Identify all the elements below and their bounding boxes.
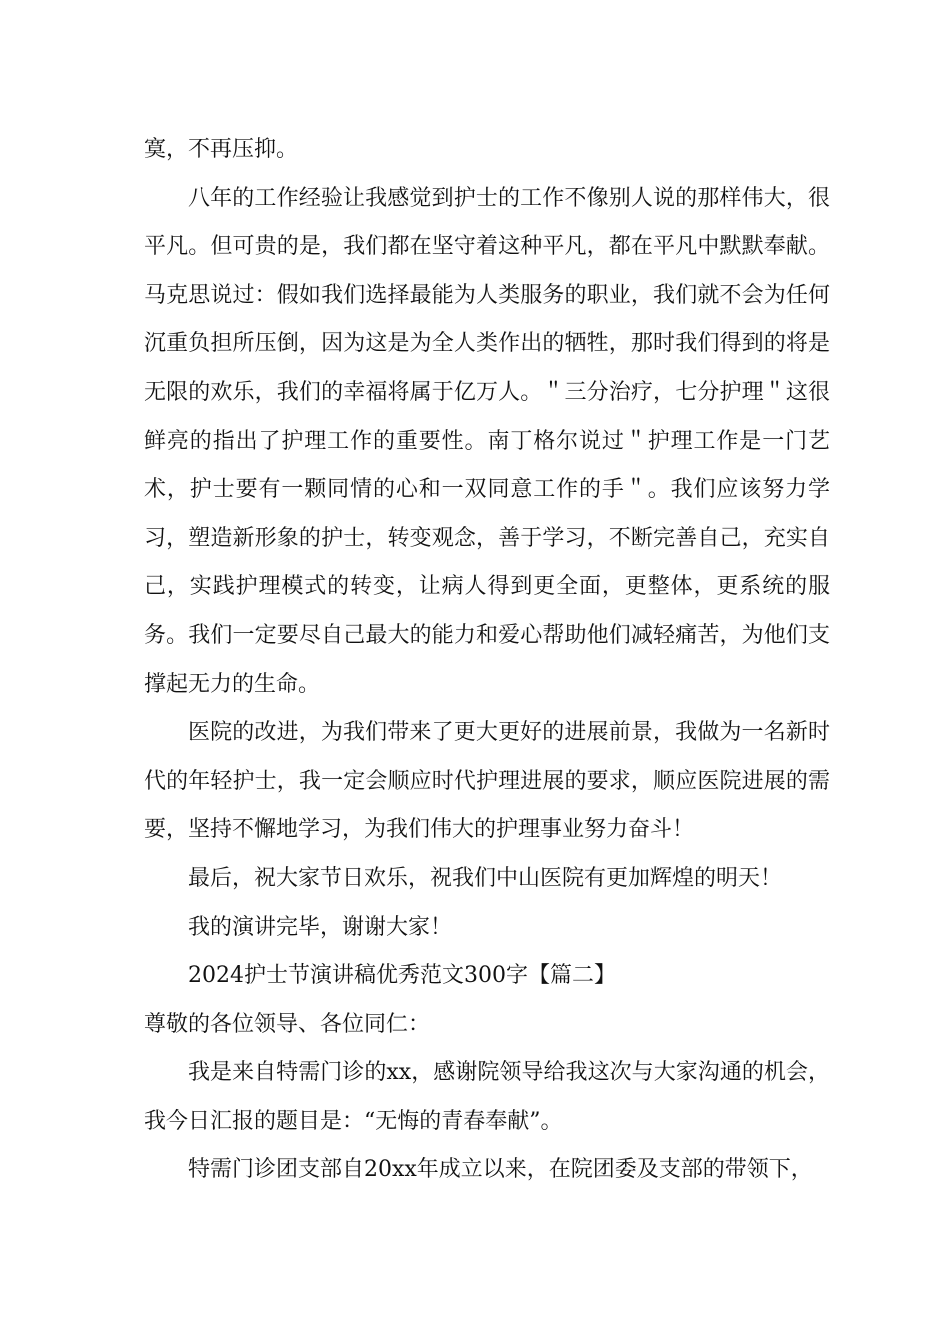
salutation: 尊敬的各位领导、各位同仁： bbox=[144, 1011, 431, 1037]
paragraph-1: 寞，不再压抑。 bbox=[144, 137, 299, 162]
document-page bbox=[144, 126, 830, 1195]
section-heading: 2024护士节演讲稿优秀范文300字【篇二】 bbox=[188, 963, 616, 989]
paragraph-5: 我的演讲完毕，谢谢大家！ bbox=[188, 914, 453, 940]
paragraph-2: 八年的工作经验让我感觉到护士的工作不像别人说的那样伟大，很平凡。但可贵的是，我们都在坚守着这种平凡，都在平凡中默默奉献。马克思说过：假如我们选择最能为人类服务的职业，我们就不会为任何沉重负担所压倒，因为这是为全人类作出的牺牲，那时我们得到的将是无限的欢乐，我们的幸福将属于亿万人。＂三分治疗，七分护理＂这很鲜亮的指出了护理工作的重要性。南丁格尔说过＂护理工作是一门艺术，护士要有一颗同情的心和一双同意工作的手＂。我们应该努力学习，塑造新形象的护士，转变观念，善于学习，不断完善自己，充实自己，实践护理模式的转变，让病人得到更全面，更整体，更系统的服务。我们一定要尽自己最大的能力和爱心帮助他们减轻痛苦，为他们支撑起无力的生命。 bbox=[144, 185, 830, 697]
paragraph-6: 我是来自特需门诊的xx，感谢院领导给我这次与大家沟通的机会，我今日汇报的题目是：“无悔的青春奉献”。 bbox=[144, 1060, 830, 1134]
paragraph-7: 特需门诊团支部自20xx年成立以来，在院团委及支部的带领下， bbox=[188, 1157, 813, 1183]
paragraph-4: 最后，祝大家节日欢乐，祝我们中山医院有更加辉煌的明天！ bbox=[188, 865, 783, 891]
paragraph-3: 医院的改进，为我们带来了更大更好的进展前景，我做为一名新时代的年轻护士，我一定会顺应时代护理进展的要求，顺应医院进展的需要，坚持不懈地学习，为我们伟大的护理事业努力奋斗！ bbox=[144, 720, 830, 843]
